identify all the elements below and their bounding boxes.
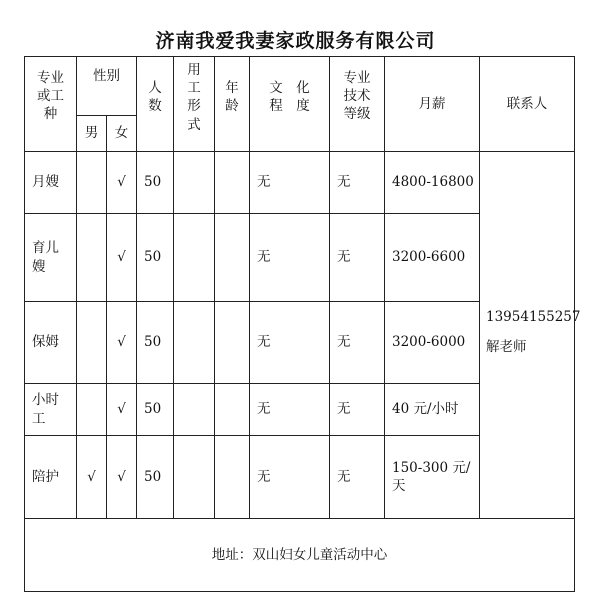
cell-female: √ (107, 302, 137, 384)
cell-age (215, 214, 250, 302)
header-skill: 专业 技术 等级 (330, 57, 385, 152)
header-salary: 月薪 (385, 57, 480, 152)
cell-age (215, 436, 250, 519)
cell-salary: 3200-6000 (385, 302, 480, 384)
cell-education: 无 (250, 302, 330, 384)
cell-count: 50 (137, 302, 174, 384)
header-education: 文 化 程 度 (250, 57, 330, 152)
cell-male (77, 384, 107, 436)
page-title: 济南我爱我妻家政服务有限公司 (155, 30, 436, 52)
contact-cell (480, 152, 581, 519)
header-contact: 联系人 (480, 57, 575, 152)
cell-salary: 40 元/小时 (385, 384, 480, 436)
cell-skill: 无 (330, 436, 385, 519)
cell-salary: 150-300 元/ 天 (385, 436, 480, 519)
cell-skill: 无 (330, 302, 385, 384)
cell-education: 无 (250, 384, 330, 436)
cell-salary: 4800-16800 (385, 152, 480, 214)
contact-name: 解老师 (486, 339, 527, 355)
cell-female: √ (107, 436, 137, 519)
cell-age (215, 384, 250, 436)
cell-skill: 无 (330, 152, 385, 214)
cell-education: 无 (250, 214, 330, 302)
cell-count: 50 (137, 152, 174, 214)
cell-female: √ (107, 214, 137, 302)
table-row (25, 152, 575, 214)
header-employment: 用 工 形 式 (174, 57, 215, 152)
cell-type: 育儿 嫂 (25, 214, 77, 302)
cell-male: √ (77, 436, 107, 519)
cell-male (77, 214, 107, 302)
cell-education: 无 (250, 436, 330, 519)
header-male: 男 (77, 116, 107, 152)
header-age: 年 龄 (215, 57, 250, 152)
header-gender: 性别 (77, 57, 137, 116)
header-female: 女 (107, 116, 137, 152)
cell-employment (174, 214, 215, 302)
address-text: 地址：双山妇女儿童活动中心 (25, 519, 575, 592)
cell-employment (174, 152, 215, 214)
cell-age (215, 152, 250, 214)
cell-female: √ (107, 384, 137, 436)
footer-row (25, 519, 575, 592)
header-major: 专业 或工 种 (25, 57, 77, 152)
cell-type: 小时 工 (25, 384, 77, 436)
cell-count: 50 (137, 384, 174, 436)
cell-type: 陪护 (25, 436, 77, 519)
cell-female: √ (107, 152, 137, 214)
cell-skill: 无 (330, 214, 385, 302)
cell-employment (174, 384, 215, 436)
header-count: 人 数 (137, 57, 174, 152)
cell-count: 50 (137, 214, 174, 302)
job-table (24, 56, 581, 592)
cell-type: 月嫂 (25, 152, 77, 214)
contact-phone: 13954155257 (486, 308, 581, 325)
cell-male (77, 302, 107, 384)
cell-type: 保姆 (25, 302, 77, 384)
cell-age (215, 302, 250, 384)
cell-count: 50 (137, 436, 174, 519)
header-row (25, 57, 575, 116)
cell-education: 无 (250, 152, 330, 214)
cell-employment (174, 302, 215, 384)
cell-skill: 无 (330, 384, 385, 436)
cell-male (77, 152, 107, 214)
cell-salary: 3200-6600 (385, 214, 480, 302)
cell-employment (174, 436, 215, 519)
